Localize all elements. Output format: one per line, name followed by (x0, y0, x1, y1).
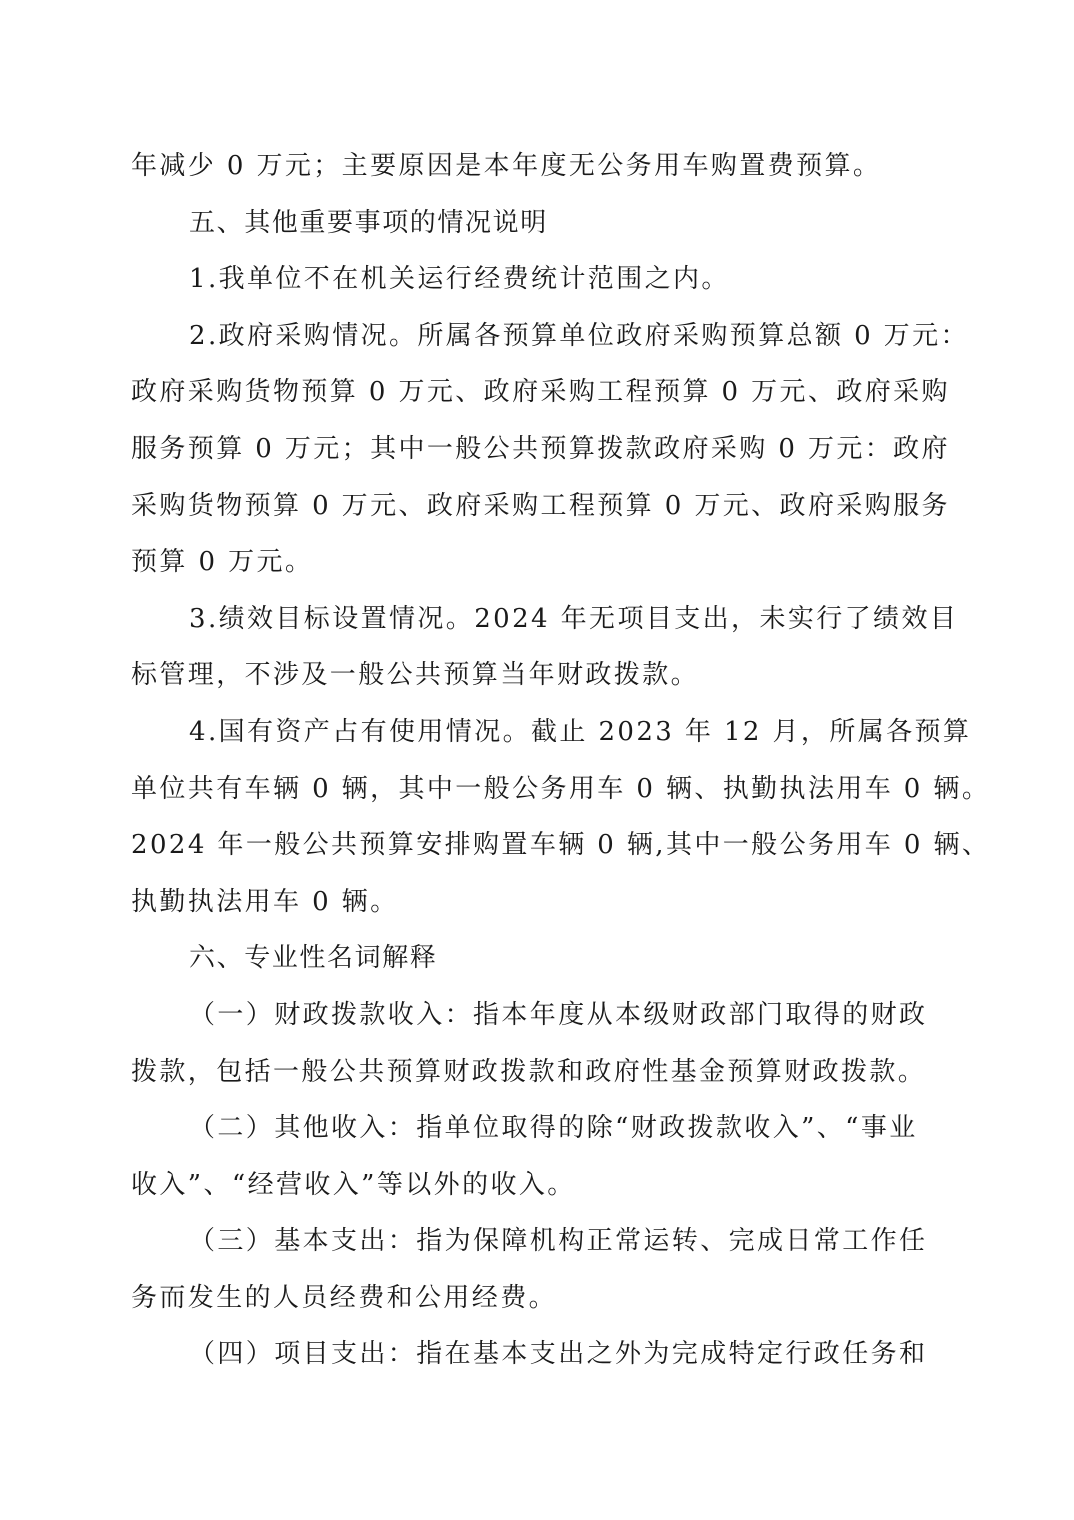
paragraph-line: 预算 0 万元。 (131, 547, 314, 578)
paragraph-line: （二）其他收入：指单位取得的除“财政拨款收入”、“事业 (189, 1113, 918, 1144)
paragraph-line: 1.我单位不在机关运行经费统计范围之内。 (189, 264, 730, 295)
section-heading-five: 五、其他重要事项的情况说明 (189, 207, 548, 238)
paragraph-line: 2024 年一般公共预算安排购置车辆 0 辆,其中一般公务用车 0 辆、 (131, 830, 991, 861)
paragraph-line: 采购货物预算 0 万元、政府采购工程预算 0 万元、政府采购服务 (131, 490, 950, 521)
paragraph-line: 务而发生的人员经费和公用经费。 (131, 1282, 558, 1313)
paragraph-line: 标管理，不涉及一般公共预算当年财政拨款。 (131, 660, 700, 691)
paragraph-line: 年减少 0 万元；主要原因是本年度无公务用车购置费预算。 (131, 151, 882, 181)
paragraph-line: 4.国有资产占有使用情况。截止 2023 年 12 月，所属各预算 (189, 716, 972, 747)
paragraph-line: （一）财政拨款收入：指本年度从本级财政部门取得的财政 (189, 999, 928, 1030)
paragraph-line: 执勤执法用车 0 辆。 (131, 886, 399, 917)
paragraph-line: 3.绩效目标设置情况。2024 年无项目支出，未实行了绩效目 (189, 603, 959, 634)
paragraph-line: 拨款，包括一般公共预算财政拨款和政府性基金预算财政拨款。 (131, 1056, 927, 1087)
paragraph-line: 2.政府采购情况。所属各预算单位政府采购预算总额 0 万元： (189, 320, 969, 351)
paragraph-line: 收入”、“经营收入”等以外的收入。 (131, 1169, 576, 1200)
paragraph-line: （三）基本支出：指为保障机构正常运转、完成日常工作任 (189, 1226, 928, 1257)
paragraph-line: （四）项目支出：指在基本支出之外为完成特定行政任务和 (189, 1339, 928, 1370)
paragraph-line: 服务预算 0 万元；其中一般公共预算拨款政府采购 0 万元：政府 (131, 433, 950, 464)
document-body (131, 138, 991, 1383)
paragraph-line: 单位共有车辆 0 辆，其中一般公务用车 0 辆、执勤执法用车 0 辆。 (131, 773, 991, 804)
section-heading-six: 六、专业性名词解释 (189, 943, 438, 974)
paragraph-line: 政府采购货物预算 0 万元、政府采购工程预算 0 万元、政府采购 (131, 377, 950, 408)
